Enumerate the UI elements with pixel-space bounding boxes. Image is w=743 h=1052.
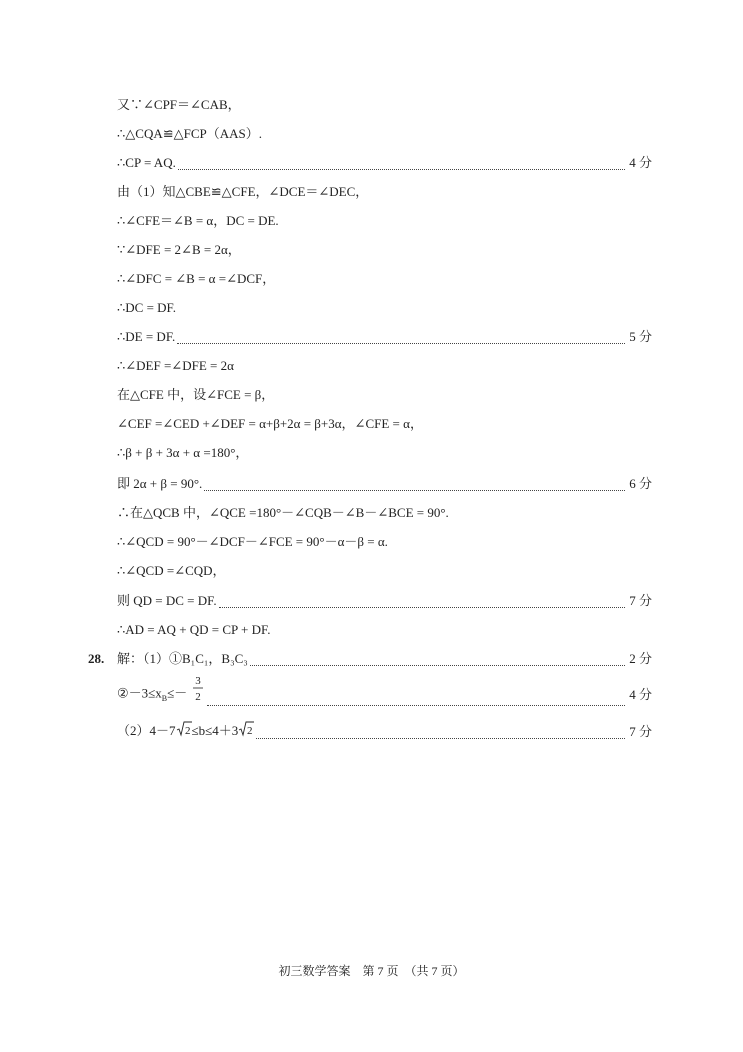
q28-part3-score: 7 分 bbox=[629, 724, 652, 739]
dot-leader bbox=[204, 477, 625, 491]
proof-line-8: ∴DC = DF. bbox=[117, 300, 176, 315]
q28-part2-text bbox=[117, 673, 205, 716]
sqrt-icon bbox=[238, 721, 254, 743]
proof-line-3-text: ∴CP = AQ. bbox=[117, 155, 176, 170]
proof-line-1: 又∵∠CPF＝∠CAB， bbox=[117, 97, 241, 112]
dot-leader bbox=[219, 594, 626, 608]
radicand-1: 2 bbox=[184, 725, 191, 738]
score-4: 4 分 bbox=[629, 155, 652, 170]
part2-subscript: B bbox=[161, 694, 168, 704]
proof-line-14 bbox=[117, 474, 652, 494]
dot-leader bbox=[207, 685, 626, 706]
q28-part2 bbox=[117, 675, 652, 712]
q28-part3-text bbox=[117, 721, 254, 743]
sqrt-icon bbox=[176, 721, 192, 743]
proof-line-18-text: 则 QD = DC = DF. bbox=[117, 593, 217, 608]
proof-line-4: 由（1）知△CBE≌△CFE，∠DCE＝∠DEC， bbox=[117, 184, 369, 199]
proof-line-15: ∴在△QCB 中，∠QCE =180°－∠CQB－∠B－∠BCE = 90°. bbox=[117, 505, 449, 520]
score-7: 7 分 bbox=[629, 593, 652, 608]
proof-line-13: ∴β + β + 3α + α =180°， bbox=[117, 445, 249, 460]
dot-leader bbox=[250, 652, 625, 666]
proof-line-14-text: 即 2α + β = 90°. bbox=[117, 476, 203, 491]
proof-line-18 bbox=[117, 591, 652, 611]
proof-line-11: 在△CFE 中，设∠FCE = β， bbox=[117, 387, 275, 402]
proof-line-2: ∴△CQA≌△FCP（AAS）. bbox=[117, 126, 262, 141]
dot-leader bbox=[178, 156, 625, 170]
proof-line-7: ∴∠DFC = ∠B = α =∠DCF， bbox=[117, 271, 276, 286]
proof-line-16: ∴∠QCD = 90°－∠DCF－∠FCE = 90°－α－β = α. bbox=[117, 534, 388, 549]
fraction-icon bbox=[192, 673, 204, 716]
proof-line-6: ∵∠DFE = 2∠B = 2α， bbox=[117, 242, 241, 257]
dot-leader bbox=[177, 330, 625, 344]
q28-part2-score: 4 分 bbox=[629, 687, 652, 702]
question-number: 28. bbox=[88, 651, 105, 666]
q28-part3 bbox=[117, 722, 652, 742]
part2-mid: ≤－ bbox=[167, 685, 188, 701]
proof-line-10: ∴∠DEF =∠DFE = 2α bbox=[117, 358, 234, 373]
part3-prefix: （2）4－7 bbox=[117, 723, 176, 738]
part3-mid: ≤b≤4＋3 bbox=[191, 723, 239, 738]
proof-line-19: ∴AD = AQ + QD = CP + DF. bbox=[117, 622, 271, 637]
proof-line-9 bbox=[117, 327, 652, 347]
proof-line-17: ∴∠QCD =∠CQD， bbox=[117, 563, 226, 578]
page-footer: 初三数学答案 第 7 页 （共 7 页） bbox=[278, 964, 465, 978]
fraction-numerator: 3 bbox=[194, 675, 201, 688]
proof-line-12: ∠CEF =∠CED +∠DEF = α+β+2α = β+3α，∠CFE = α， bbox=[117, 416, 423, 431]
proof-line-5: ∴∠CFE＝∠B = α，DC = DE. bbox=[117, 213, 279, 228]
radicand-2: 2 bbox=[247, 725, 253, 738]
q28-part1-score: 2 分 bbox=[629, 651, 652, 666]
fraction-denominator: 2 bbox=[194, 691, 201, 704]
score-5: 5 分 bbox=[629, 329, 652, 344]
proof-line-3 bbox=[117, 153, 652, 173]
q28-part1 bbox=[117, 649, 652, 669]
proof-line-9-text: ∴DE = DF. bbox=[117, 329, 176, 344]
q28-part1-text: 解：（1）①B₁C₁，B₃C₃ bbox=[117, 651, 248, 666]
part2-prefix: ②－3≤x bbox=[117, 685, 162, 701]
dot-leader bbox=[256, 725, 625, 739]
score-6: 6 分 bbox=[629, 476, 652, 491]
